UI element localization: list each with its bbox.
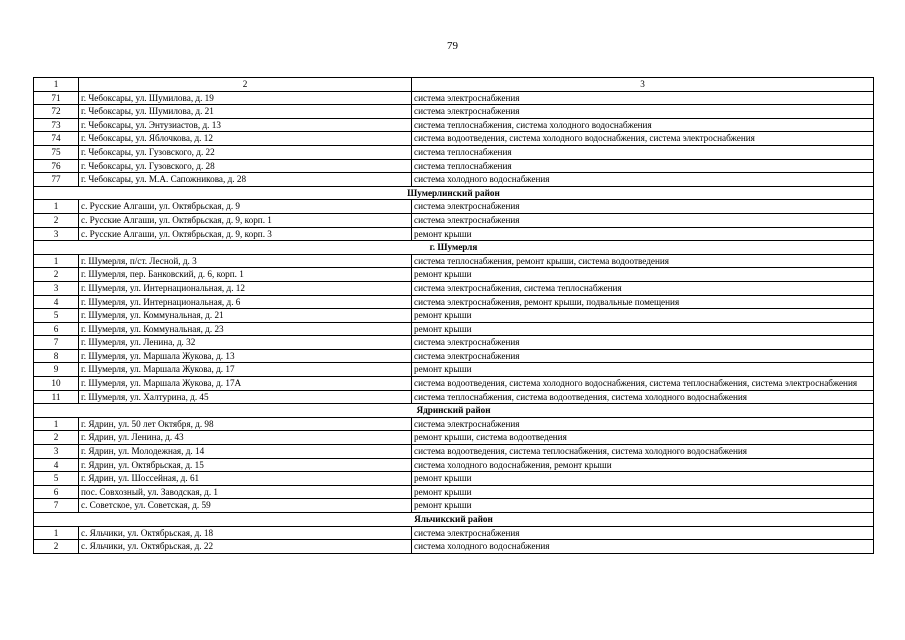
table-row [34,336,874,350]
section-heading-row [34,513,874,527]
column-number-row [34,78,874,92]
table-row [34,390,874,404]
section-heading: Яльчикский район [34,513,874,527]
section-heading-row [34,241,874,255]
table-row [34,526,874,540]
table-row [34,159,874,173]
address-cell: г. Шумерля, п/ст. Лесной, д. 3 [79,254,412,268]
address-cell: с. Русские Алгаши, ул. Октябрьская, д. 9 [79,200,412,214]
row-number: 8 [34,349,79,363]
works-cell: система электроснабжения [412,213,874,227]
works-cell: ремонт крыши [412,309,874,323]
row-number: 5 [34,472,79,486]
row-number: 1 [34,200,79,214]
address-cell: с. Советское, ул. Советская, д. 59 [79,499,412,513]
row-number: 2 [34,540,79,554]
works-cell: ремонт крыши [412,499,874,513]
address-cell: пос. Совхозный, ул. Заводская, д. 1 [79,485,412,499]
address-cell: г. Шумерля, ул. Интернациональная, д. 12 [79,281,412,295]
address-cell: г. Ядрин, ул. Молодежная, д. 14 [79,445,412,459]
section-heading: Ядринский район [34,404,874,418]
works-cell: система электроснабжения [412,105,874,119]
works-cell: ремонт крыши [412,485,874,499]
table-row [34,485,874,499]
table-row [34,200,874,214]
address-cell: г. Ядрин, ул. Шоссейная, д. 61 [79,472,412,486]
works-cell: система теплоснабжения [412,145,874,159]
table-row [34,173,874,187]
section-heading: г. Шумерля [34,241,874,255]
works-cell: система теплоснабжения, система водоотведения, система холодного водоснабжения [412,390,874,404]
works-cell: система электроснабжения, ремонт крыши, подвальные помещения [412,295,874,309]
table-row [34,349,874,363]
table-row [34,322,874,336]
table-row [34,227,874,241]
works-cell: ремонт крыши [412,227,874,241]
table-row [34,145,874,159]
works-cell: система электроснабжения [412,200,874,214]
address-cell: с. Русские Алгаши, ул. Октябрьская, д. 9, корп. 1 [79,213,412,227]
table-row [34,213,874,227]
address-cell: г. Шумерля, ул. Маршала Жукова, д. 17 [79,363,412,377]
works-cell: система теплоснабжения [412,159,874,173]
works-cell: система электроснабжения [412,417,874,431]
table-row [34,309,874,323]
works-cell: система водоотведения, система холодного водоснабжения, система электроснабжения [412,132,874,146]
row-number: 3 [34,445,79,459]
table-row [34,458,874,472]
works-cell: система водоотведения, система теплоснабжения, система холодного водоснабжения [412,445,874,459]
table-row [34,105,874,119]
works-cell: ремонт крыши [412,363,874,377]
address-cell: с. Яльчики, ул. Октябрьская, д. 22 [79,540,412,554]
row-number: 1 [34,254,79,268]
works-cell: ремонт крыши [412,322,874,336]
section-heading: Шумерлинский район [34,186,874,200]
table-row [34,91,874,105]
table-row [34,254,874,268]
address-cell: г. Шумерля, ул. Коммунальная, д. 23 [79,322,412,336]
table-row [34,540,874,554]
table-row [34,132,874,146]
address-cell: г. Чебоксары, ул. Шумилова, д. 19 [79,91,412,105]
row-number: 3 [34,281,79,295]
address-cell: г. Шумерля, ул. Ленина, д. 32 [79,336,412,350]
address-cell: г. Шумерля, ул. Маршала Жукова, д. 17А [79,377,412,391]
table-row [34,445,874,459]
address-cell: г. Ядрин, ул. Октябрьская, д. 15 [79,458,412,472]
works-cell: система водоотведения, система холодного водоснабжения, система теплоснабжения, система электроснабжения [412,377,874,391]
address-cell: г. Шумерля, пер. Банковский, д. 6, корп. 1 [79,268,412,282]
row-number: 9 [34,363,79,377]
address-cell: г. Чебоксары, ул. Гузовского, д. 28 [79,159,412,173]
works-cell: система теплоснабжения, ремонт крыши, система водоотведения [412,254,874,268]
row-number: 4 [34,295,79,309]
works-cell: система электроснабжения [412,526,874,540]
table-row [34,377,874,391]
works-cell: система электроснабжения [412,349,874,363]
row-number: 75 [34,145,79,159]
table-row [34,431,874,445]
address-cell: г. Ядрин, ул. 50 лет Октября, д. 98 [79,417,412,431]
page-number: 79 [447,40,458,52]
table-row [34,268,874,282]
table-row [34,295,874,309]
address-cell: г. Шумерля, ул. Коммунальная, д. 21 [79,309,412,323]
address-cell: г. Чебоксары, ул. М.А. Сапожникова, д. 28 [79,173,412,187]
row-number: 4 [34,458,79,472]
table-row [34,118,874,132]
works-cell: ремонт крыши, система водоотведения [412,431,874,445]
row-number: 76 [34,159,79,173]
row-number: 73 [34,118,79,132]
table-body [34,78,874,554]
row-number: 77 [34,173,79,187]
row-number: 11 [34,390,79,404]
table-row [34,499,874,513]
row-number: 7 [34,499,79,513]
address-cell: с. Русские Алгаши, ул. Октябрьская, д. 9, корп. 3 [79,227,412,241]
section-heading-row [34,404,874,418]
address-cell: г. Чебоксары, ул. Яблочкова, д. 12 [79,132,412,146]
row-number: 74 [34,132,79,146]
row-number: 6 [34,485,79,499]
table-row [34,472,874,486]
row-number: 7 [34,336,79,350]
row-number: 10 [34,377,79,391]
buildings-table [33,77,874,554]
row-number: 1 [34,526,79,540]
address-cell: г. Ядрин, ул. Ленина, д. 43 [79,431,412,445]
column-number-1: 1 [34,78,79,92]
table-row [34,281,874,295]
address-cell: г. Чебоксары, ул. Энтузиастов, д. 13 [79,118,412,132]
row-number: 2 [34,213,79,227]
address-cell: г. Шумерля, ул. Интернациональная, д. 6 [79,295,412,309]
address-cell: г. Чебоксары, ул. Гузовского, д. 22 [79,145,412,159]
works-cell: ремонт крыши [412,472,874,486]
row-number: 1 [34,417,79,431]
table-row [34,417,874,431]
works-cell: система электроснабжения [412,336,874,350]
works-cell: система электроснабжения [412,91,874,105]
works-cell: система холодного водоснабжения [412,173,874,187]
works-cell: система холодного водоснабжения, ремонт крыши [412,458,874,472]
table-row [34,363,874,377]
column-number-2: 2 [79,78,412,92]
address-cell: г. Шумерля, ул. Халтурина, д. 45 [79,390,412,404]
works-cell: система электроснабжения, система теплоснабжения [412,281,874,295]
row-number: 3 [34,227,79,241]
row-number: 6 [34,322,79,336]
works-cell: система холодного водоснабжения [412,540,874,554]
row-number: 71 [34,91,79,105]
row-number: 72 [34,105,79,119]
row-number: 2 [34,431,79,445]
address-cell: г. Чебоксары, ул. Шумилова, д. 21 [79,105,412,119]
address-cell: г. Шумерля, ул. Маршала Жукова, д. 13 [79,349,412,363]
section-heading-row [34,186,874,200]
row-number: 2 [34,268,79,282]
address-cell: с. Яльчики, ул. Октябрьская, д. 18 [79,526,412,540]
works-cell: ремонт крыши [412,268,874,282]
column-number-3: 3 [412,78,874,92]
works-cell: система теплоснабжения, система холодного водоснабжения [412,118,874,132]
row-number: 5 [34,309,79,323]
